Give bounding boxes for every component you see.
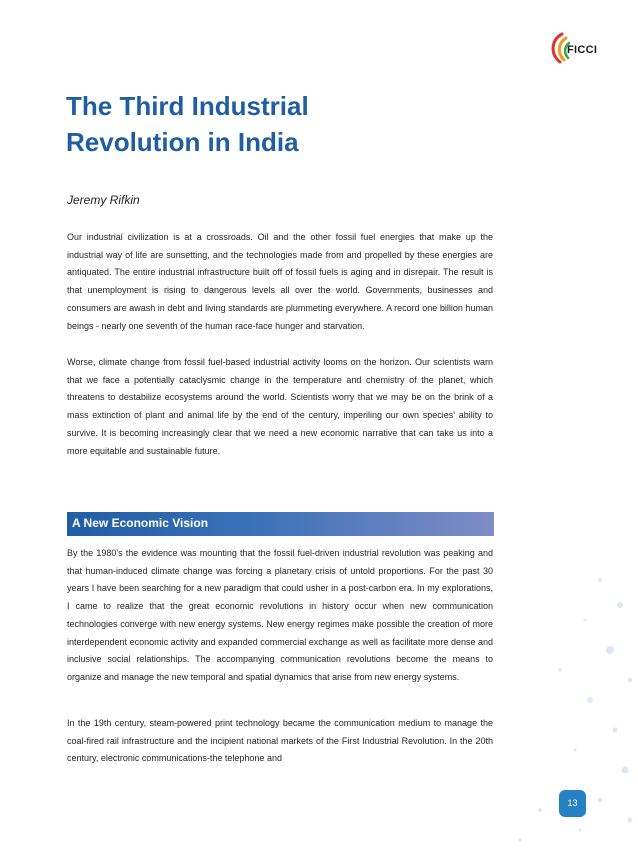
section-heading: A New Economic Vision bbox=[72, 516, 209, 530]
title-line-2: Revolution in India bbox=[66, 127, 299, 157]
intro-paragraph-1: Our industrial civilization is at a crossroads. Oil and the other fossil fuel energies that make up the industrial way of life are sunsetting, and the technologies made from and propelled by these energies are antiquated. The entire industrial infrastructure built off of fossil fuels is aging and in disrepair. The result is that unemployment is rising to dangerous levels all over the world. Governments, businesses and consumers are awash in debt and living standards are plummeting everywhere. A record one billion human beings - nearly one seventh of the human race-face hunger and starvation. bbox=[67, 232, 493, 331]
section-heading-band bbox=[67, 512, 494, 536]
section-paragraph-1: By the 1980's the evidence was mounting that the fossil fuel-driven industrial revolution was peaking and that human-induced climate change was forcing a planetary crisis of untold proportions. For the past 30 years I have been searching for a new paradigm that could usher in a post-carbon era. In my explorations, I came to realize that the great economic revolutions in history occur when new communication technologies converge with new energy systems. New energy regimes make possible the creation of more interdependent economic activity and expanded commercial exchange as well as facilitate more dense and inclusive social relationships. The accompanying communication revolutions become the means to organize and manage the new temporal and spatial dynamics that arise from new energy systems. bbox=[67, 548, 493, 682]
page-number-badge: 13 bbox=[559, 790, 586, 817]
intro-paragraph-2: Worse, climate change from fossil fuel-based industrial activity looms on the horizon. Our scientists warn that we face a potentially cataclysmic change in the temperature and chemistry of the planet, which threatens to destabilize ecosystems around the world. Scientists worry that we may be on the brink of a mass extinction of plant and animal life by the end of the century, imperiling our own species' ability to survive. It is becoming increasingly clear that we need a new economic narrative that can take us into a more equitable and sustainable future. bbox=[67, 357, 493, 456]
title-line-1: The Third Industrial bbox=[66, 91, 309, 121]
page-title bbox=[66, 88, 486, 160]
author-name: Jeremy Rifkin bbox=[67, 193, 140, 207]
logo-text: FICCI bbox=[567, 44, 598, 56]
section-paragraph-2: In the 19th century, steam-powered print technology became the communication medium to manage the coal-fired rail infrastructure and the incipient national markets of the First Industrial Revolution. In the 20th century, electronic communications-the telephone and bbox=[67, 718, 493, 764]
